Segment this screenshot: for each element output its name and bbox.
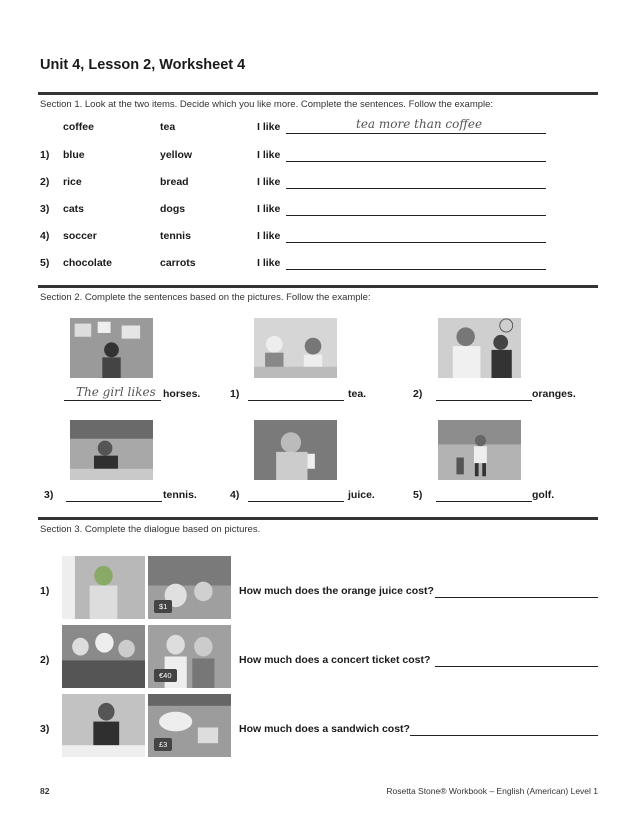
row-number: 4) — [40, 230, 50, 242]
target-word: tennis. — [163, 489, 197, 501]
item-number: 2) — [413, 388, 423, 400]
title-divider — [38, 92, 598, 95]
women-tea-photo-icon — [254, 318, 337, 378]
answer-line — [436, 400, 532, 401]
item-two: carrots — [160, 257, 196, 269]
item-number: 3) — [44, 489, 54, 501]
item-photo-icon — [148, 625, 231, 688]
golfer-photo-icon — [438, 420, 521, 480]
price-tag: $1 — [154, 600, 172, 613]
item-two: dogs — [160, 203, 186, 215]
item-two: yellow — [160, 149, 193, 161]
answer-text[interactable]: tea more than coffee — [356, 117, 483, 131]
answer-line — [286, 188, 546, 189]
dialogue-question: How much does the orange juice cost? — [239, 585, 434, 597]
item-photo-icon — [148, 556, 231, 619]
i-like-label: I like — [257, 257, 281, 269]
target-word: tea. — [348, 388, 367, 400]
answer-line[interactable] — [435, 666, 598, 667]
item-two: bread — [160, 176, 189, 188]
target-word: oranges. — [532, 388, 576, 400]
section2-divider — [38, 517, 598, 520]
i-like-label: I like — [257, 230, 281, 242]
item-number: 4) — [230, 489, 240, 501]
i-like-label: I like — [257, 149, 281, 161]
answer-line — [286, 161, 546, 162]
row-number: 5) — [40, 257, 50, 269]
answer-text[interactable]: The girl likes — [76, 385, 156, 399]
answer-line — [286, 269, 546, 270]
item-one: soccer — [63, 230, 97, 242]
item-one: rice — [63, 176, 82, 188]
item-two: tea — [160, 121, 176, 133]
target-word: horses. — [163, 388, 201, 400]
row-number: 1) — [40, 149, 50, 161]
item-number: 1) — [40, 585, 50, 597]
answer-line — [248, 400, 344, 401]
section3-instructions: Section 3. Complete the dialogue based on pictures. — [40, 524, 261, 535]
item-photo-icon — [148, 694, 231, 757]
item-one: cats — [63, 203, 85, 215]
price-tag: €40 — [154, 669, 177, 682]
target-word: golf. — [532, 489, 555, 501]
woman-glass-photo-icon — [254, 420, 337, 480]
target-word: juice. — [348, 489, 375, 501]
section2-instructions: Section 2. Complete the sentences based on the pictures. Follow the example: — [40, 292, 371, 303]
answer-line — [66, 501, 162, 502]
answer-line — [64, 400, 161, 401]
worksheet-title: Unit 4, Lesson 2, Worksheet 4 — [40, 57, 246, 73]
dialogue-question: How much does a sandwich cost? — [239, 723, 410, 735]
man-woman-photo-icon — [438, 318, 521, 378]
item-number: 1) — [230, 388, 240, 400]
item-one: blue — [63, 149, 85, 161]
person-photo-icon — [62, 556, 145, 619]
price-tag: £3 — [154, 738, 172, 751]
answer-line — [436, 501, 532, 502]
item-one: chocolate — [63, 257, 113, 269]
page-number: 82 — [40, 786, 50, 796]
girl-photo-icon — [70, 318, 153, 378]
i-like-label: I like — [257, 121, 281, 133]
answer-line[interactable] — [410, 735, 598, 736]
section1-instructions: Section 1. Look at the two items. Decide which you like more. Complete the sentences. Follow the example: — [40, 99, 494, 110]
answer-line — [286, 133, 546, 134]
person-photo-icon — [62, 625, 145, 688]
item-one: coffee — [63, 121, 94, 133]
dialogue-question: How much does a concert ticket cost? — [239, 654, 431, 666]
answer-line[interactable] — [435, 597, 598, 598]
item-number: 2) — [40, 654, 50, 666]
item-number: 5) — [413, 489, 423, 501]
section1-divider — [38, 285, 598, 288]
footer-credit: Rosetta Stone® Workbook – English (American) Level 1 — [386, 786, 598, 796]
item-two: tennis — [160, 230, 191, 242]
person-photo-icon — [62, 694, 145, 757]
i-like-label: I like — [257, 176, 281, 188]
boy-court-photo-icon — [70, 420, 153, 480]
row-number: 2) — [40, 176, 50, 188]
i-like-label: I like — [257, 203, 281, 215]
answer-line — [248, 501, 344, 502]
answer-line — [286, 242, 546, 243]
answer-line — [286, 215, 546, 216]
item-number: 3) — [40, 723, 50, 735]
row-number: 3) — [40, 203, 50, 215]
